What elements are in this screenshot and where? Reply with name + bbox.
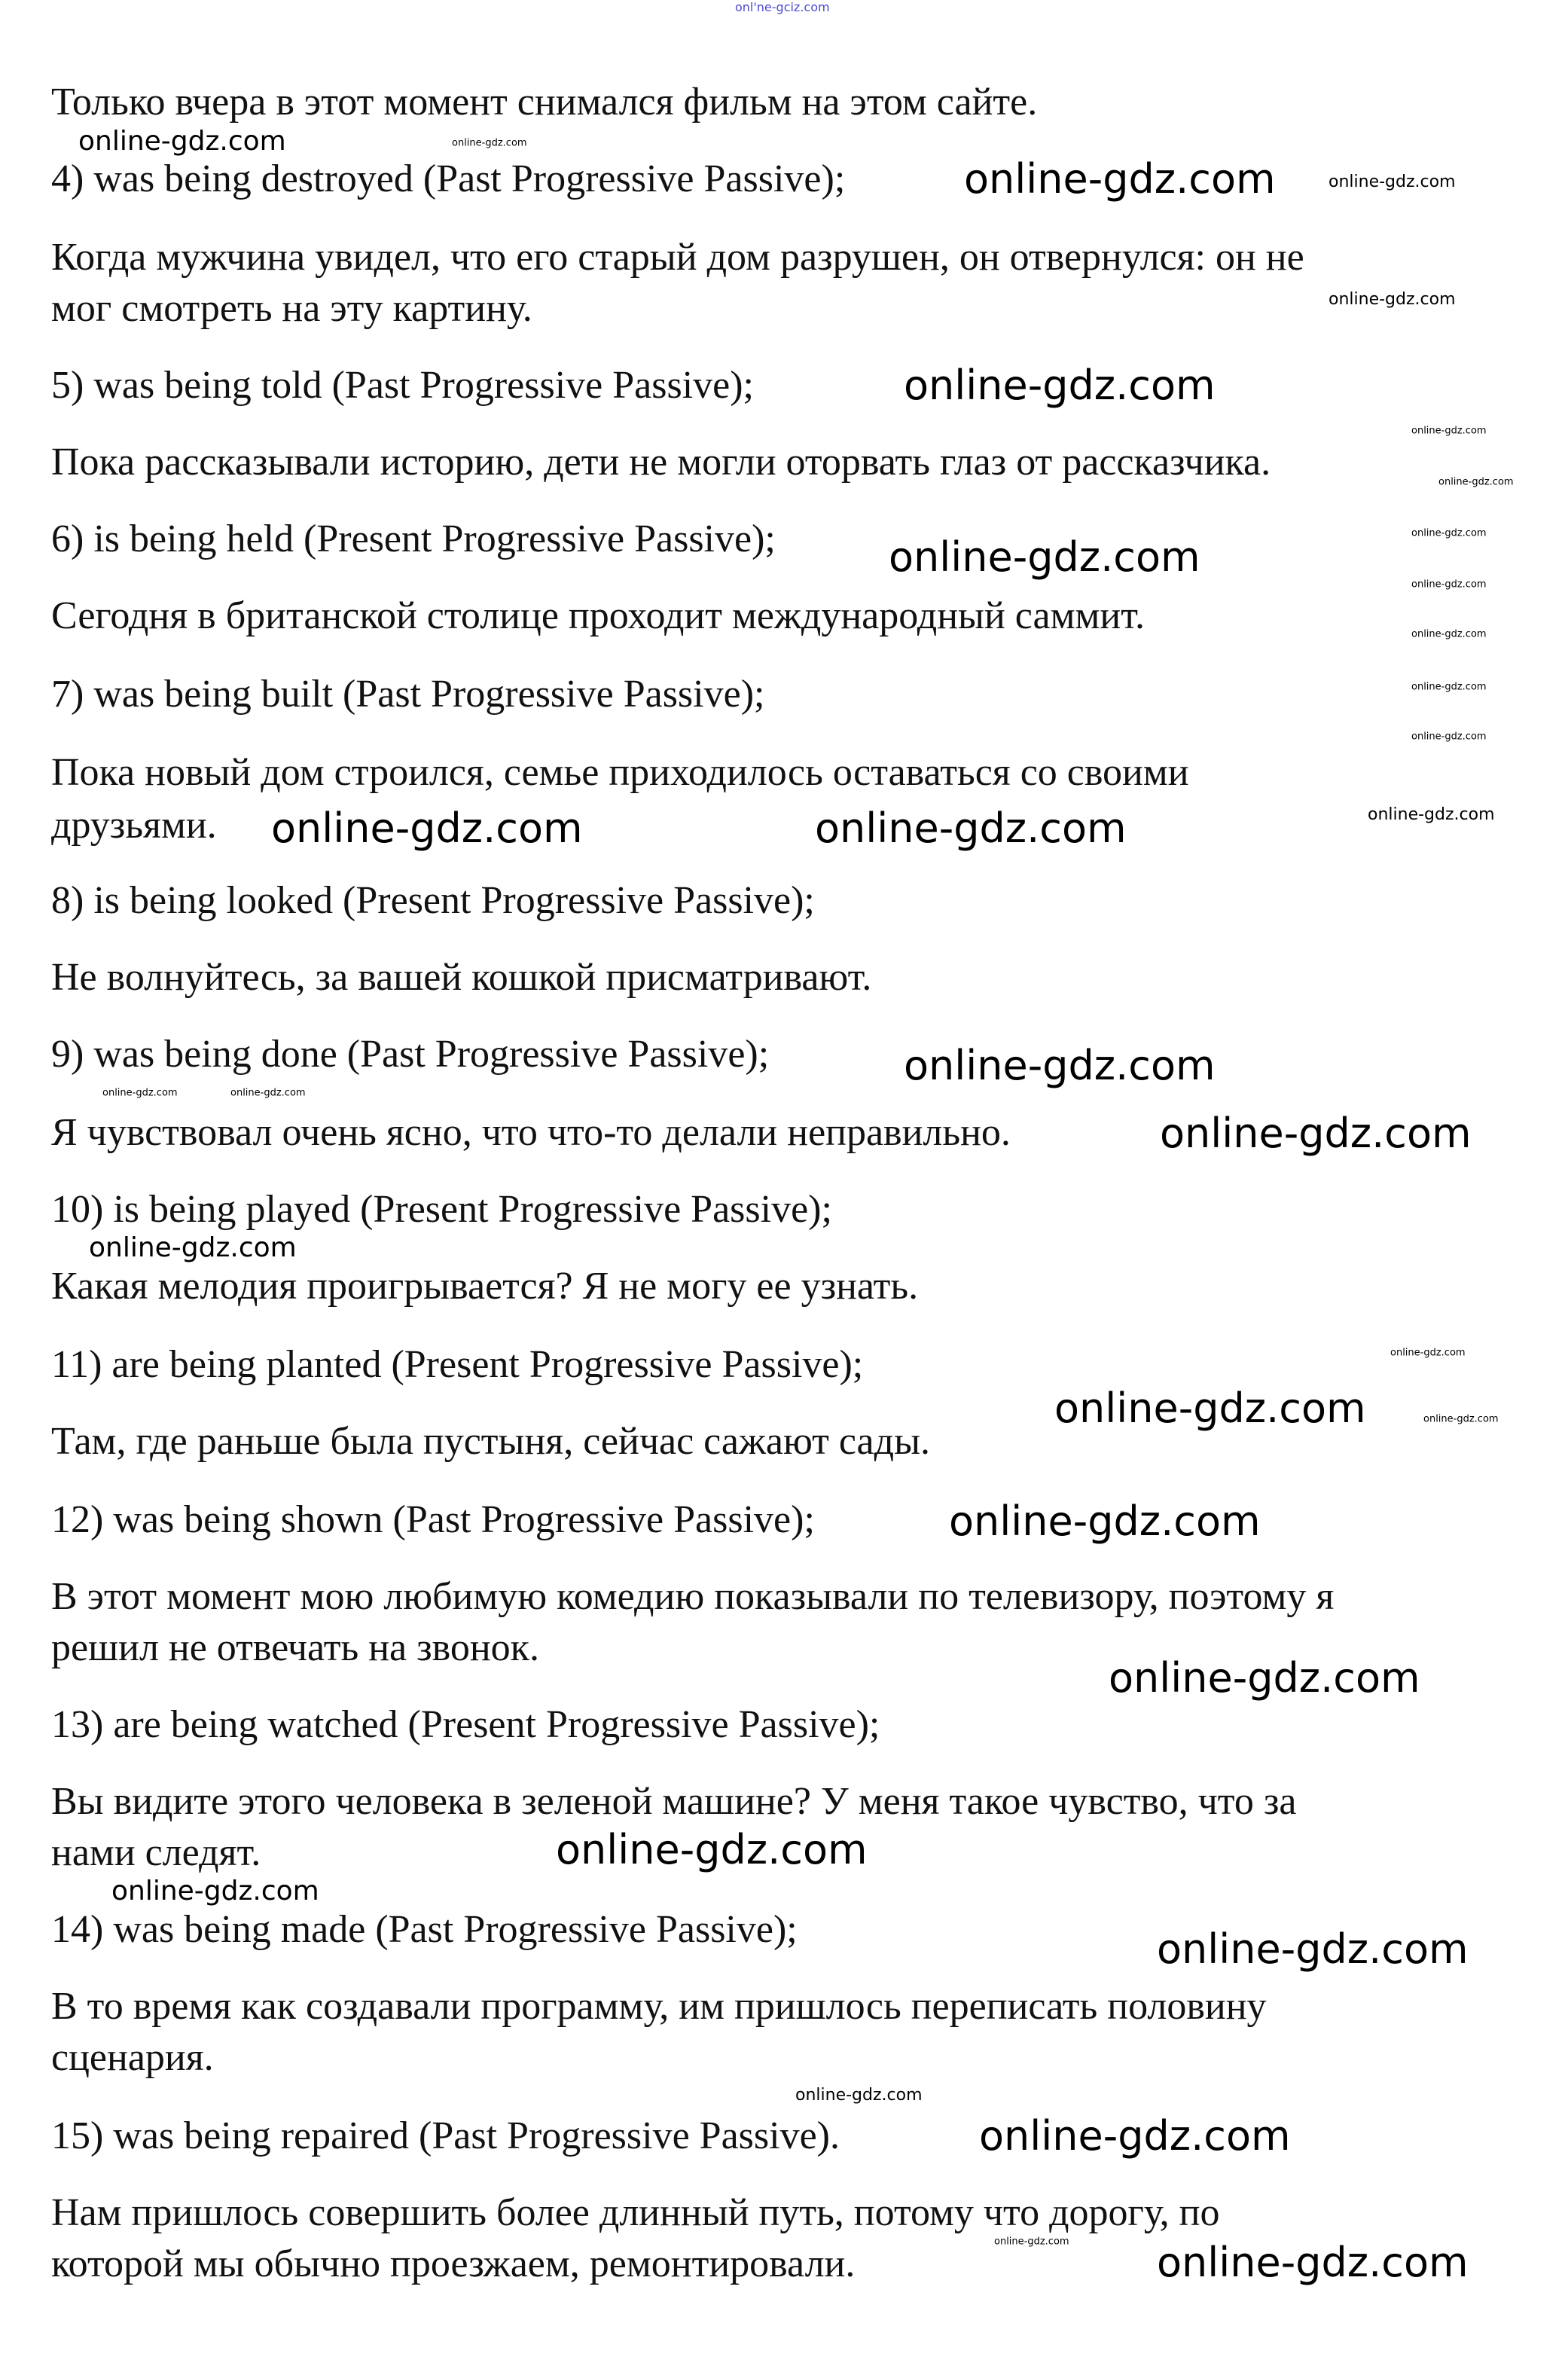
text-line: Только вчера в этот момент снимался фильм на этом сайте. bbox=[51, 81, 1038, 124]
watermark: online-gdz.com bbox=[230, 1087, 306, 1099]
text-line: друзьями. bbox=[51, 804, 217, 847]
text-line: Сегодня в британской столице проходит международный саммит. bbox=[51, 594, 1145, 637]
watermark: online-gdz.com bbox=[1157, 2239, 1469, 2286]
watermark: online-gdz.com bbox=[1157, 1925, 1469, 1973]
answer-line: 10) is being played (Present Progressive Passive); bbox=[51, 1188, 832, 1231]
answer-line: 15) was being repaired (Past Progressive Passive). bbox=[51, 2114, 840, 2157]
watermark: online-gdz.com bbox=[979, 2112, 1291, 2160]
text-line: мог смотреть на эту картину. bbox=[51, 287, 532, 330]
text-line: нами следят. bbox=[51, 1831, 261, 1874]
text-line: Я чувствовал очень ясно, что что-то делали неправильно. bbox=[51, 1111, 1011, 1154]
text-line: Нам пришлось совершить более длинный путь, потому что дорогу, по bbox=[51, 2191, 1220, 2234]
answer-line: 8) is being looked (Present Progressive Passive); bbox=[51, 879, 815, 922]
text-line: Там, где раньше была пустыня, сейчас сажают сады. bbox=[51, 1420, 931, 1463]
text-line: В то время как создавали программу, им пришлось переписать половину bbox=[51, 1985, 1267, 2028]
watermark: online-gdz.com bbox=[1438, 476, 1514, 488]
watermark: online-gdz.com bbox=[1411, 628, 1487, 640]
answer-line: 6) is being held (Present Progressive Passive); bbox=[51, 517, 776, 560]
answer-line: 4) was being destroyed (Past Progressive Passive); bbox=[51, 157, 846, 200]
watermark: online-gdz.com bbox=[78, 126, 286, 157]
text-line: Пока новый дом строился, семье приходилось оставаться со своими bbox=[51, 751, 1189, 794]
answer-line: 9) was being done (Past Progressive Passive); bbox=[51, 1033, 770, 1076]
watermark: online-gdz.com bbox=[815, 804, 1127, 852]
watermark: online-gdz.com bbox=[271, 804, 583, 852]
watermark: online-gdz.com bbox=[1411, 731, 1487, 743]
watermark: online-gdz.com bbox=[452, 137, 527, 149]
watermark: online-gdz.com bbox=[949, 1497, 1261, 1545]
text-line: Когда мужчина увидел, что его старый дом разрушен, он отвернулся: он не bbox=[51, 236, 1304, 279]
watermark: online-gdz.com bbox=[964, 155, 1276, 203]
watermark: online-gdz.com bbox=[889, 533, 1200, 581]
answer-line: 5) was being told (Past Progressive Passive); bbox=[51, 364, 755, 407]
watermark: online-gdz.com bbox=[89, 1232, 297, 1263]
watermark: online-gdz.com bbox=[111, 1876, 319, 1906]
answer-line: 7) was being built (Past Progressive Passive); bbox=[51, 673, 765, 716]
watermark: online-gdz.com bbox=[1329, 290, 1456, 309]
answer-line: 11) are being planted (Present Progressive Passive); bbox=[51, 1343, 864, 1386]
text-line: Какая мелодия проигрывается? Я не могу ее узнать. bbox=[51, 1265, 919, 1308]
watermark: online-gdz.com bbox=[1368, 805, 1495, 824]
watermark: online-gdz.com bbox=[1411, 527, 1487, 539]
watermark: online-gdz.com bbox=[556, 1826, 868, 1873]
watermark: online-gdz.com bbox=[795, 2086, 923, 2105]
watermark: online-gdz.com bbox=[994, 2236, 1069, 2248]
text-line: Вы видите этого человека в зеленой машине? У меня такое чувство, что за bbox=[51, 1780, 1297, 1823]
text-line: Не волнуйтесь, за вашей кошкой присматривают. bbox=[51, 956, 872, 999]
watermark: online-gdz.com bbox=[1109, 1654, 1420, 1702]
watermark: online-gdz.com bbox=[904, 362, 1216, 409]
watermark: online-gdz.com bbox=[1411, 681, 1487, 693]
watermark: online-gdz.com bbox=[1390, 1347, 1466, 1359]
watermark: online-gdz.com bbox=[102, 1087, 178, 1099]
answer-line: 12) was being shown (Past Progressive Passive); bbox=[51, 1498, 815, 1541]
watermark: online-gdz.com bbox=[904, 1042, 1216, 1089]
text-line: сценария. bbox=[51, 2036, 214, 2079]
text-line: Пока рассказывали историю, дети не могли оторвать глаз от рассказчика. bbox=[51, 441, 1271, 484]
text-line: решил не отвечать на звонок. bbox=[51, 1626, 539, 1669]
watermark: onl'ne-gciz.com bbox=[735, 0, 830, 14]
answer-line: 14) was being made (Past Progressive Passive); bbox=[51, 1908, 798, 1951]
watermark: online-gdz.com bbox=[1054, 1384, 1366, 1432]
watermark: online-gdz.com bbox=[1411, 425, 1487, 437]
answer-line: 13) are being watched (Present Progressive Passive); bbox=[51, 1703, 880, 1746]
watermark: online-gdz.com bbox=[1329, 172, 1456, 191]
watermark: online-gdz.com bbox=[1411, 579, 1487, 591]
text-line: В этот момент мою любимую комедию показывали по телевизору, поэтому я bbox=[51, 1575, 1335, 1618]
watermark: online-gdz.com bbox=[1160, 1110, 1472, 1157]
text-line: которой мы обычно проезжаем, ремонтировали. bbox=[51, 2242, 856, 2285]
watermark: online-gdz.com bbox=[1423, 1413, 1499, 1425]
